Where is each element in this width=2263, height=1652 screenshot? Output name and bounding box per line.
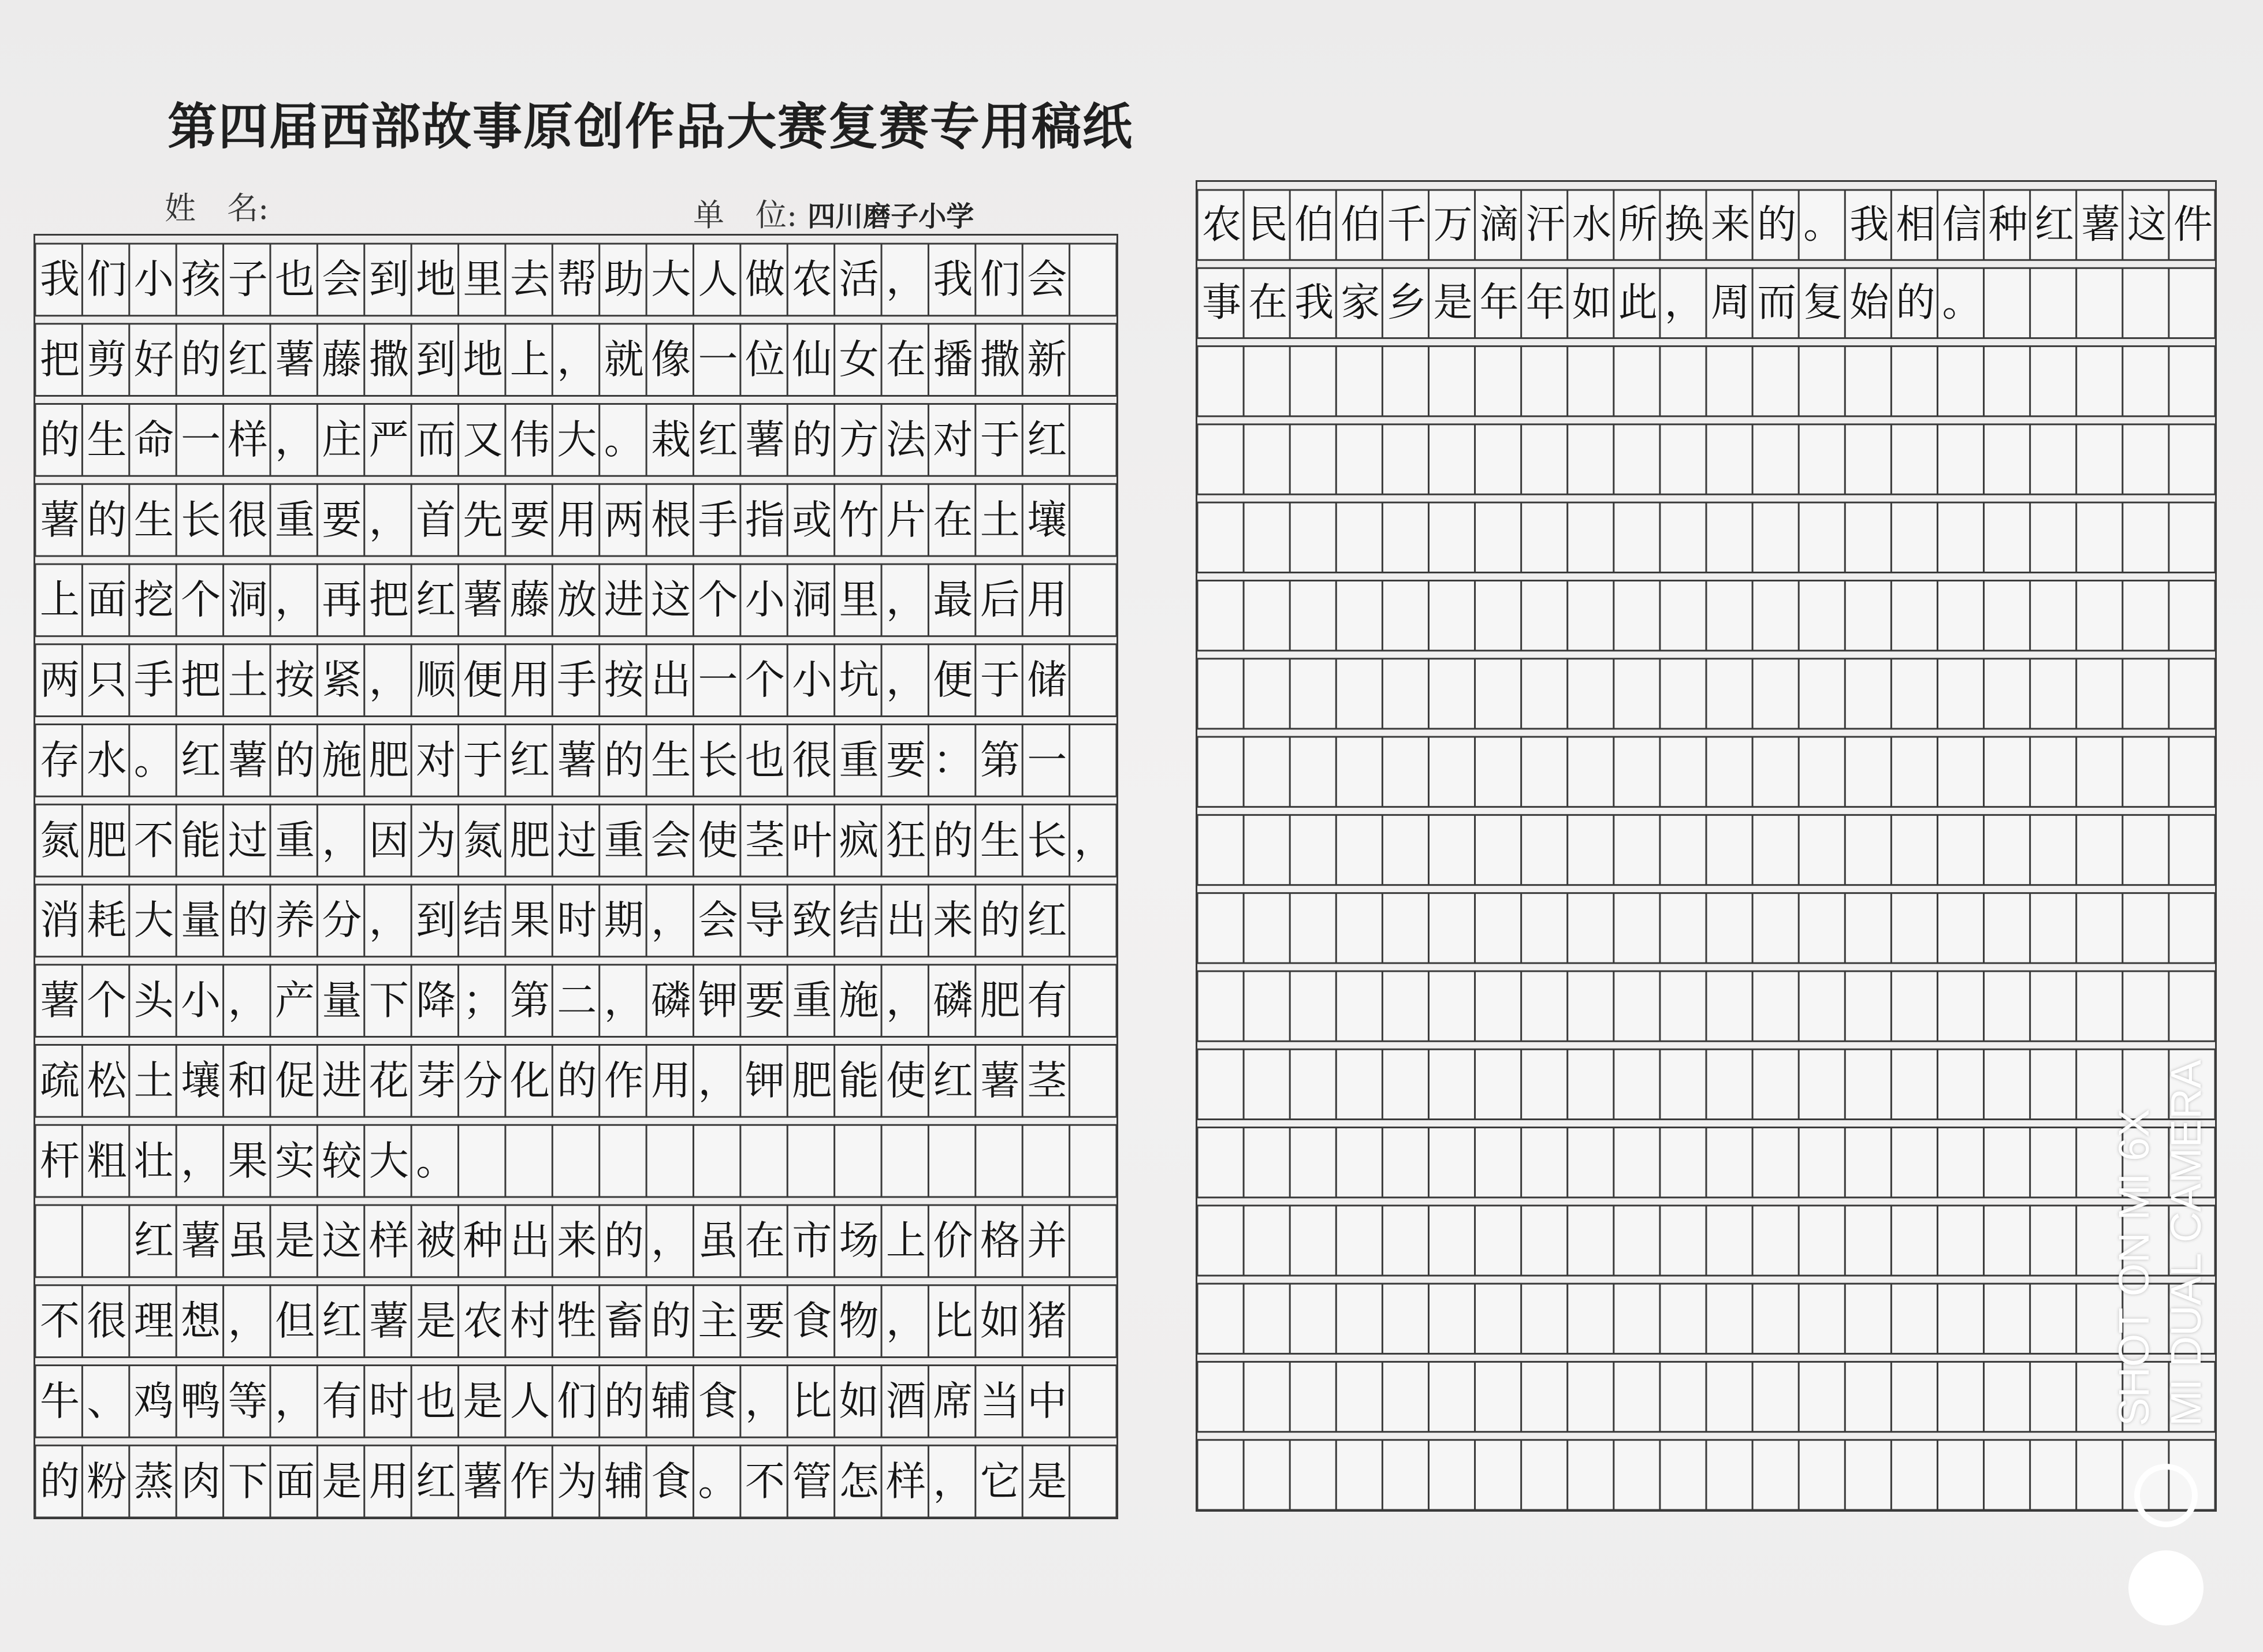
text-line: 不很理想，但红薯是农村牲畜的主要食物，比如猪 xyxy=(40,1298,1074,1345)
text-line: 两只手把土按紧，顺便用手按出一个小坑，便于储 xyxy=(40,657,1074,704)
shutter-dot-icon xyxy=(2128,1550,2204,1625)
text-line: 氮肥不能过重，因为氮肥过重会使茎叶疯狂的生长， xyxy=(40,817,1121,864)
watermark-line-2: MI DUAL CAMERA xyxy=(2162,1060,2210,1426)
unit-field xyxy=(693,191,974,235)
name-field xyxy=(165,184,269,228)
text-line: 上面挖个洞，再把红薯藤放进这个小洞里，最后用 xyxy=(40,577,1074,624)
unit-label: 单 位: xyxy=(693,197,798,233)
name-label: 姓 名: xyxy=(165,190,269,226)
text-line: 的粉蒸肉下面是用红薯作为辅食。不管怎样，它是 xyxy=(40,1458,1074,1505)
page-title: 第四届西部故事原创作品大赛复赛专用稿纸 xyxy=(168,98,1133,156)
camera-watermark xyxy=(2108,1060,2212,1426)
right-manuscript-sheet xyxy=(1196,180,2220,1512)
text-line: 事在我家乡是年年如此，周而复始的。 xyxy=(1202,279,1989,326)
text-line: 我们小孩子也会到地里去帮助大人做农活，我们会 xyxy=(40,256,1074,303)
text-line: 把剪好的红薯藤撒到地上，就像一位仙女在播撒新 xyxy=(40,337,1074,383)
text-line: 牛、鸡鸭等，有时也是人们的辅食，比如酒席当中 xyxy=(40,1378,1074,1424)
shutter-ring-icon xyxy=(2134,1464,2198,1527)
left-manuscript-sheet xyxy=(34,234,1121,1519)
text-line: 杆粗壮，果实较大。 xyxy=(40,1138,463,1184)
text-line: 存水。红薯的施肥对于红薯的生长也很重要：第一 xyxy=(40,737,1074,784)
right-grid xyxy=(1197,182,2215,1510)
unit-value: 四川磨子小学 xyxy=(807,200,974,233)
text-line: 消耗大量的养分，到结果时期，会导致结出来的红 xyxy=(40,897,1074,944)
text-line: 薯的生长很重要，首先要用两根手指或竹片在土壤 xyxy=(40,497,1074,543)
text-line: 疏松土壤和促进花芽分化的作用，钾肥能使红薯茎 xyxy=(40,1057,1074,1104)
text-line: 薯个头小，产量下降；第二，磷钾要重施，磷肥有 xyxy=(40,978,1074,1024)
text-line: 的生命一样，庄严而又伟大。栽红薯的方法对于红 xyxy=(40,416,1074,463)
text-line: 红薯虽是这样被种出来的，虽在市场上价格并 xyxy=(40,1218,1074,1265)
text-line: 农民伯伯千万滴汗水所换来的。我相信种红薯这件 xyxy=(1202,202,2220,248)
watermark-line-1: SHOT ON MI 6X xyxy=(2110,1109,2158,1426)
